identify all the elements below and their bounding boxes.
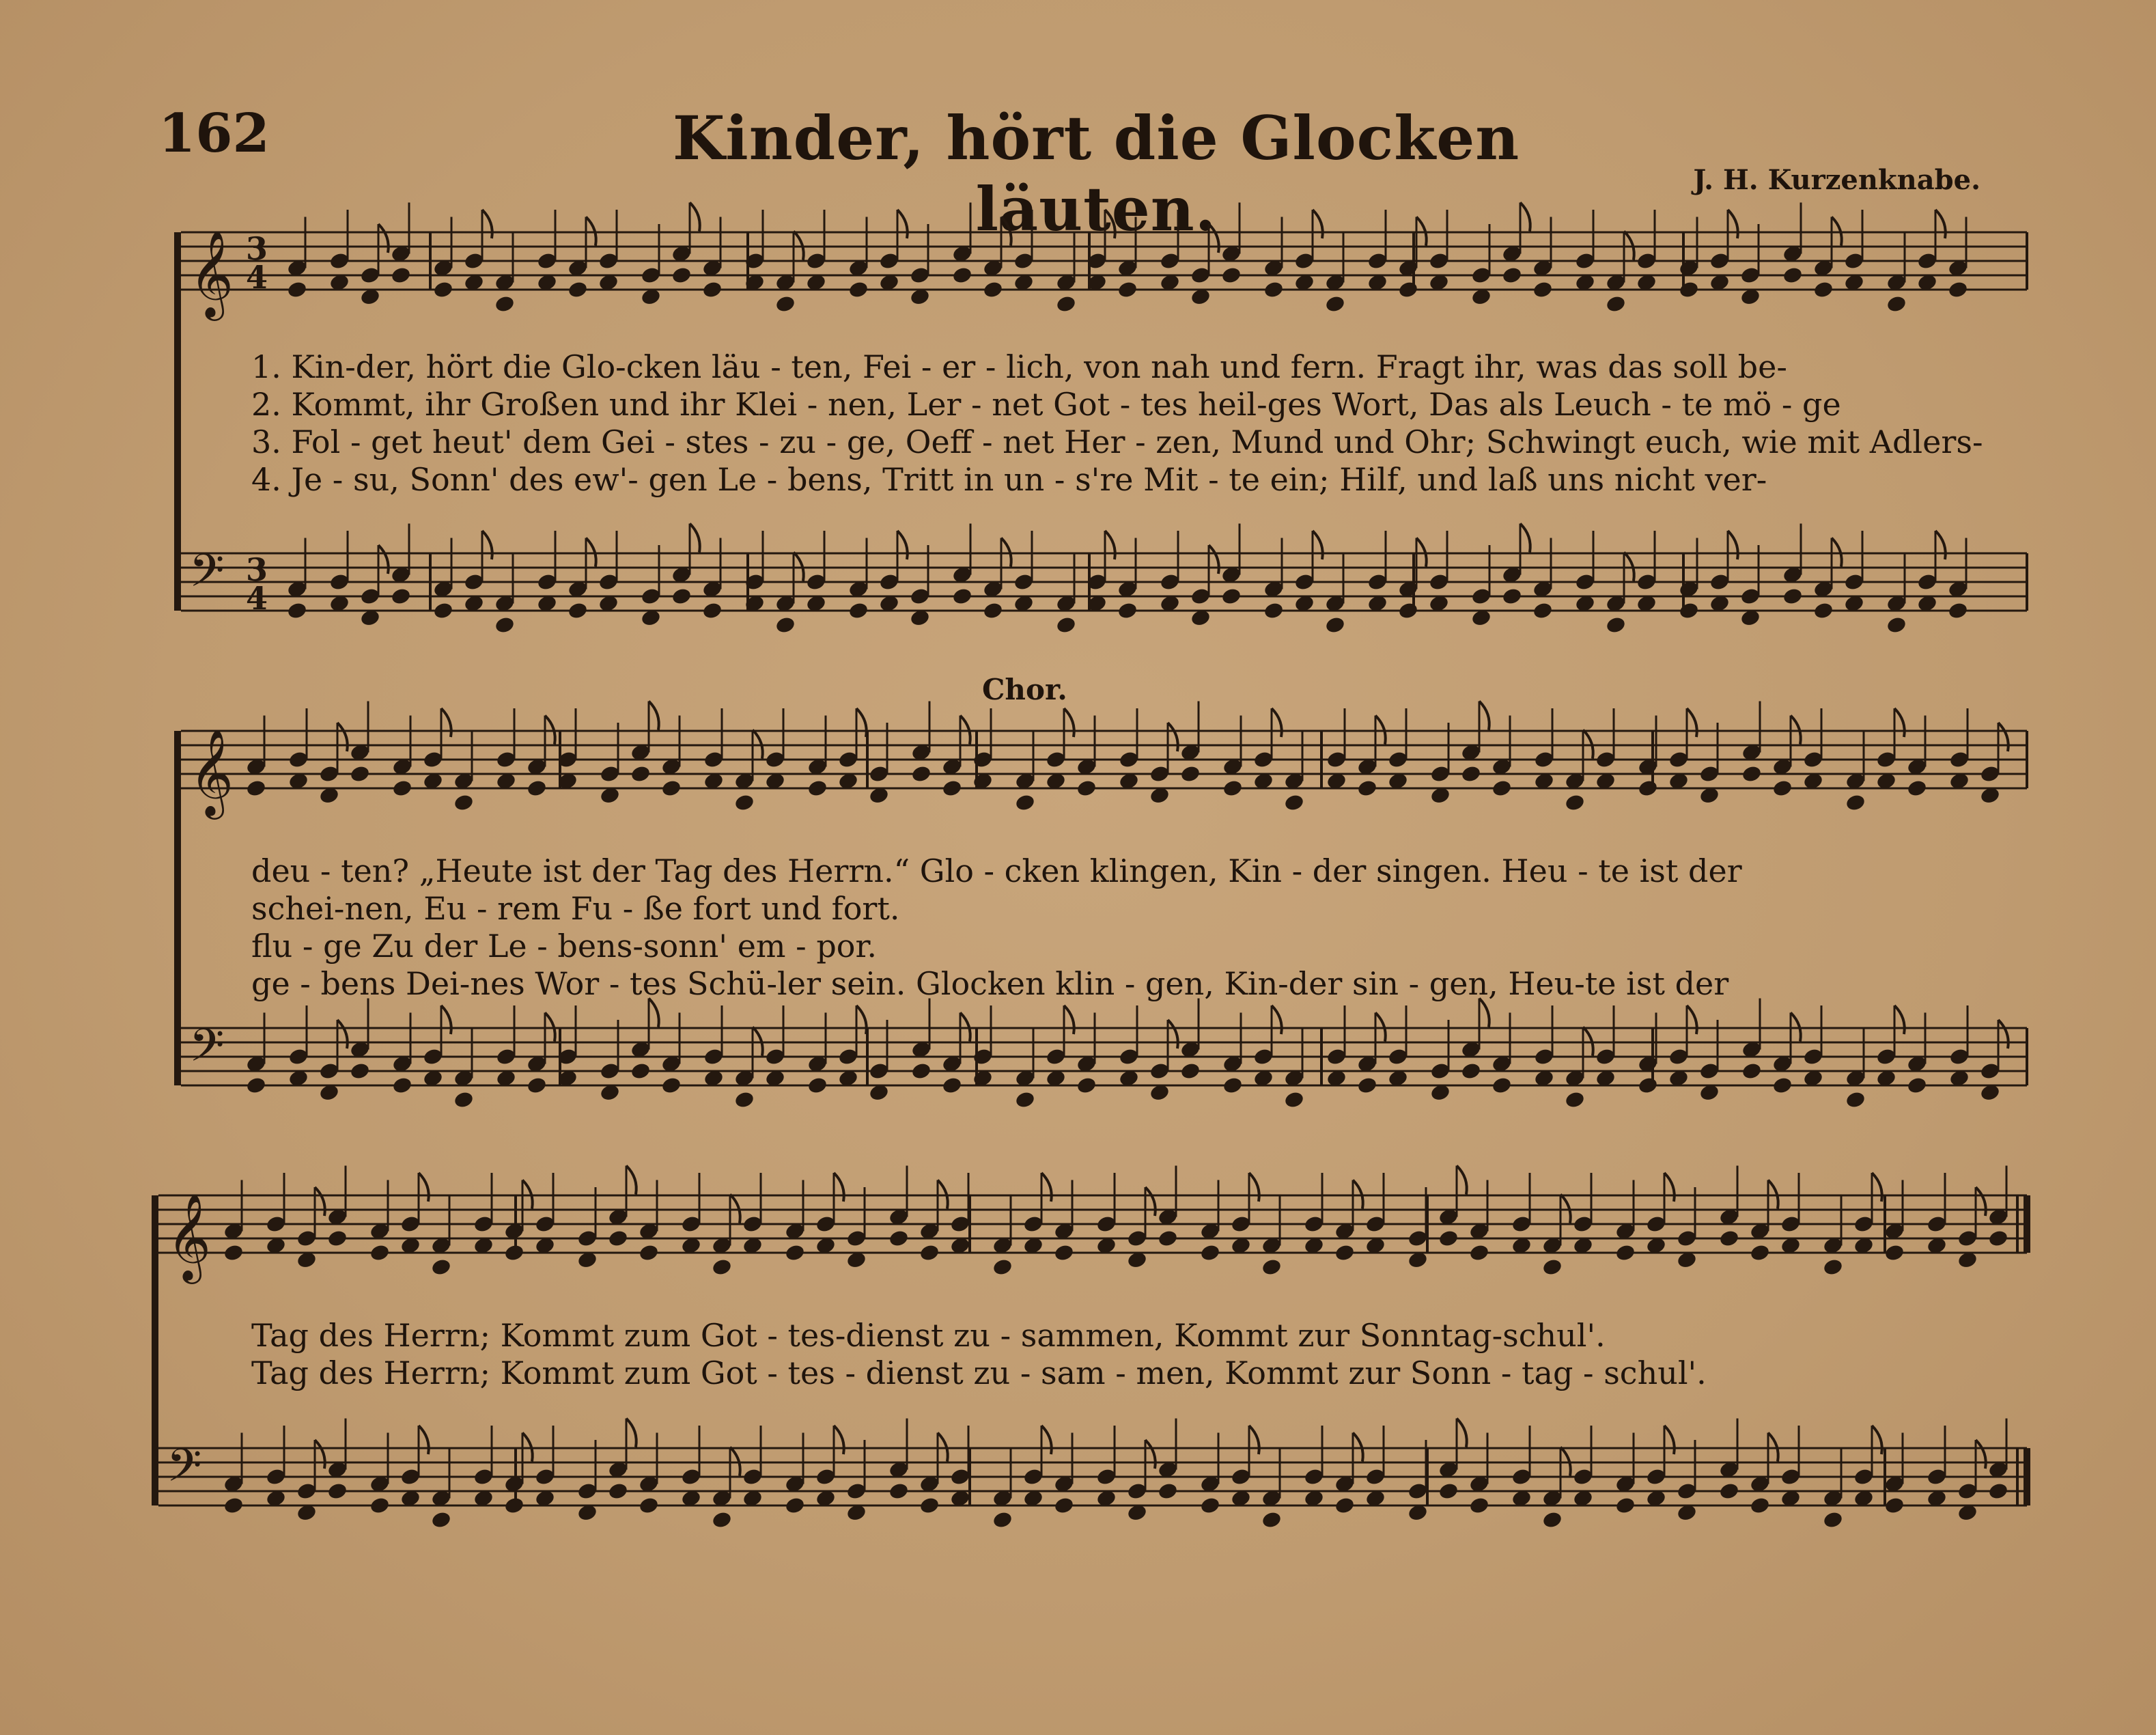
notehead [1906, 1076, 1927, 1095]
notehead [1460, 1061, 1481, 1081]
note-flag [690, 524, 700, 553]
note-flag [1313, 210, 1323, 238]
notehead [1605, 615, 1626, 635]
lyric-chorus-line-3a: Tag des Herrn; Kommt zum Got - tes-dienst zu - sammen, Kommt zur Sonntag-schul'. [251, 1317, 1606, 1354]
notehead [1678, 280, 1699, 299]
note-flag [1168, 723, 1178, 751]
notehead [638, 1496, 659, 1515]
note-flag [897, 210, 908, 238]
time-signature: 3 [246, 551, 268, 588]
notehead [992, 1510, 1013, 1529]
notehead [1749, 1243, 1770, 1262]
notehead [494, 615, 515, 635]
notehead [494, 294, 515, 314]
notehead [784, 1243, 805, 1262]
notehead [1356, 1076, 1377, 1095]
note-flag [1728, 210, 1738, 238]
lyric-verse-4-line-1: 4. Je - su, Sonn' des ew'- gen Le - bens, Tritt in un - s're Mit - te ein; Hilf, und laß uns nicht ver- [251, 461, 1767, 498]
note-flag [1998, 723, 2008, 751]
notehead [1678, 601, 1699, 620]
notehead [223, 1496, 244, 1515]
note-flag [897, 531, 908, 559]
notehead [1179, 764, 1201, 783]
notehead [1055, 615, 1076, 635]
lyric-verse-1-line-2: deu - ten? „Heute ist der Tag des Herrn.“ Glo - cken klingen, Kin - der singen. Heu - te ist der [251, 852, 1742, 889]
notehead [349, 1061, 370, 1081]
lyric-chorus-line-3b: Tag des Herrn; Kommt zum Got - tes - dienst zu - sam - men, Kommt zur Sonn - tag - schul'. [251, 1355, 1707, 1391]
notehead [1947, 601, 1968, 620]
notehead [1117, 280, 1138, 299]
note-flag [1935, 210, 1946, 238]
note-flag [1209, 224, 1219, 253]
note-flag [1249, 1173, 1259, 1202]
notehead [1263, 280, 1284, 299]
notehead [1605, 294, 1626, 314]
notehead [1564, 1090, 1585, 1109]
notehead [1014, 1090, 1035, 1109]
notehead [774, 615, 796, 635]
page-number: 162 [158, 102, 270, 165]
note-flag [1041, 1173, 1052, 1202]
note-flag [419, 1173, 429, 1202]
notehead [1468, 1496, 1489, 1515]
note-flag [1664, 1426, 1675, 1454]
notehead [1397, 601, 1418, 620]
notehead [607, 1229, 628, 1248]
notehead [1987, 1229, 2008, 1248]
notehead [1491, 1076, 1512, 1095]
notehead [607, 1482, 628, 1501]
notehead [369, 1243, 390, 1262]
note-flag [1520, 524, 1530, 553]
notehead [1741, 764, 1762, 783]
notehead [1718, 1482, 1739, 1501]
notehead [1718, 1229, 1739, 1248]
notehead [701, 601, 723, 620]
lyric-verse-3-line-2: flu - ge Zu der Le - bens-sonn' em - por. [251, 928, 878, 964]
notehead [1541, 1510, 1563, 1529]
notehead [223, 1243, 244, 1262]
notehead [1261, 1258, 1282, 1277]
notehead [1884, 1496, 1905, 1515]
notehead [660, 1076, 682, 1095]
notehead [1637, 779, 1658, 798]
notehead [526, 1076, 547, 1095]
note-flag [1872, 1173, 1882, 1202]
lyric-verse-4-line-2: ge - bens Dei-nes Wor - tes Schü-ler sein. Glocken klin - gen, Kin-der sin - gen, Heu-te ist der [251, 965, 1729, 1002]
notehead [432, 280, 453, 299]
note-flag [1209, 545, 1219, 574]
time-signature: 4 [246, 259, 268, 296]
note-flag [1249, 1426, 1259, 1454]
notehead [1199, 1496, 1220, 1515]
notehead [807, 1076, 828, 1095]
note-flag [856, 1005, 867, 1034]
notehead [1199, 1243, 1220, 1262]
notehead [910, 764, 932, 783]
notehead [1772, 779, 1793, 798]
notehead [888, 1482, 909, 1501]
notehead [391, 1076, 412, 1095]
notehead [1397, 280, 1418, 299]
bass-clef: 𝄢 [189, 544, 225, 608]
notehead [1157, 1229, 1178, 1248]
notehead [848, 280, 869, 299]
note-flag [1145, 1187, 1156, 1216]
notehead [1222, 1076, 1243, 1095]
notehead [671, 587, 692, 606]
notehead [1076, 1076, 1097, 1095]
notehead [1886, 294, 1907, 314]
notehead [919, 1243, 940, 1262]
bass-clef: 𝄢 [189, 1019, 225, 1083]
notehead [567, 601, 588, 620]
note-flag [1894, 1005, 1905, 1034]
notehead [349, 764, 370, 783]
notehead [430, 1258, 451, 1277]
notehead [432, 601, 453, 620]
notehead [671, 266, 692, 285]
note-flag [1687, 1005, 1697, 1034]
note-flag [1272, 1005, 1282, 1034]
note-flag [690, 203, 700, 232]
notehead [1532, 601, 1553, 620]
note-flag [834, 1426, 844, 1454]
note-flag [1520, 203, 1530, 232]
notehead [390, 266, 411, 285]
notehead [1845, 793, 1866, 812]
notehead [941, 1076, 962, 1095]
note-flag [1687, 708, 1697, 737]
note-flag [315, 1440, 325, 1469]
note-flag [649, 999, 659, 1027]
time-signature: 4 [246, 580, 268, 617]
notehead [733, 1090, 755, 1109]
notehead [1822, 1510, 1843, 1529]
note-flag [1479, 999, 1489, 1027]
notehead [1468, 1243, 1489, 1262]
note-flag [626, 1419, 636, 1447]
notehead [1564, 793, 1585, 812]
notehead [1157, 1482, 1178, 1501]
note-flag [1872, 1426, 1882, 1454]
notehead [941, 779, 962, 798]
note-flag [337, 723, 348, 751]
treble-clef: 𝄞 [189, 728, 234, 816]
song-title: Kinder, hört die Glocken läuten. [672, 102, 1520, 245]
notehead [630, 1061, 651, 1081]
note-flag [378, 224, 389, 253]
notehead [1614, 1243, 1636, 1262]
note-flag [834, 1173, 844, 1202]
notehead [784, 1496, 805, 1515]
choir-label: Chor. [982, 673, 1067, 706]
notehead [1053, 1496, 1074, 1515]
notehead [1491, 779, 1512, 798]
notehead [1501, 266, 1522, 285]
notehead [1220, 587, 1242, 606]
notehead [711, 1510, 732, 1529]
notehead [526, 779, 547, 798]
notehead [390, 587, 411, 606]
notehead [1749, 1496, 1770, 1515]
notehead [982, 280, 1003, 299]
notehead [1782, 587, 1803, 606]
notehead [1283, 793, 1304, 812]
notehead [1541, 1258, 1563, 1277]
notehead [1637, 1076, 1658, 1095]
notehead [1845, 1090, 1866, 1109]
notehead [1987, 1482, 2008, 1501]
notehead [1812, 280, 1834, 299]
bass-clef: 𝄢 [167, 1439, 202, 1503]
notehead [1334, 1243, 1355, 1262]
note-flag [1105, 531, 1115, 559]
notehead [286, 601, 307, 620]
note-flag [337, 1020, 348, 1049]
notehead [1906, 779, 1927, 798]
notehead [1014, 793, 1035, 812]
notehead [1334, 1496, 1355, 1515]
note-flag [649, 702, 659, 730]
notehead [430, 1510, 451, 1529]
lyric-verse-2-line-2: schei-nen, Eu - rem Fu - ße fort und fort. [251, 890, 900, 927]
notehead [1614, 1496, 1636, 1515]
composer-credit: J. H. Kurzenknabe. [1693, 164, 1980, 196]
notehead [1772, 1076, 1793, 1095]
note-flag [1664, 1173, 1675, 1202]
note-flag [1145, 1440, 1156, 1469]
notehead [1438, 1482, 1459, 1501]
notehead [286, 280, 307, 299]
notehead [951, 587, 972, 606]
note-flag [441, 1005, 451, 1034]
notehead [1886, 615, 1907, 635]
notehead [982, 601, 1003, 620]
notehead [919, 1496, 940, 1515]
notehead [888, 1229, 909, 1248]
notehead [1117, 601, 1138, 620]
time-signature: 3 [246, 230, 268, 267]
notehead [848, 601, 869, 620]
note-flag [1313, 531, 1323, 559]
note-flag [315, 1187, 325, 1216]
note-flag [1976, 1187, 1986, 1216]
notehead [1076, 779, 1097, 798]
note-flag [1457, 1419, 1467, 1447]
notehead [774, 294, 796, 314]
notehead [711, 1258, 732, 1277]
note-flag [1272, 708, 1282, 737]
note-flag [1728, 531, 1738, 559]
notehead [503, 1496, 524, 1515]
lyric-verse-1-line-1: 1. Kin-der, hört die Glo-cken läu - ten, Fei - er - lich, von nah und fern. Fragt ihr, was das soll be- [251, 348, 1787, 385]
notehead [1460, 764, 1481, 783]
notehead [1053, 1243, 1074, 1262]
notehead [1261, 1510, 1282, 1529]
note-flag [1168, 1020, 1178, 1049]
notehead [391, 779, 412, 798]
notehead [326, 1482, 348, 1501]
note-flag [378, 545, 389, 574]
notehead [733, 793, 755, 812]
note-flag [1041, 1426, 1052, 1454]
notehead [638, 1243, 659, 1262]
notehead [1222, 779, 1243, 798]
notehead [245, 1076, 266, 1095]
notehead [1055, 294, 1076, 314]
notehead [453, 1090, 474, 1109]
notehead [1324, 294, 1345, 314]
notehead [1324, 615, 1345, 635]
notehead [326, 1229, 348, 1248]
notehead [1263, 601, 1284, 620]
notehead [630, 764, 651, 783]
treble-clef: 𝄞 [167, 1193, 212, 1280]
note-flag [482, 531, 492, 559]
notehead [1947, 280, 1968, 299]
note-flag [1976, 1440, 1986, 1469]
notehead [1884, 1243, 1905, 1262]
notehead [1741, 1061, 1762, 1081]
notehead [369, 1496, 390, 1515]
notehead [1356, 779, 1377, 798]
note-flag [1105, 210, 1115, 238]
note-flag [482, 210, 492, 238]
notehead [1532, 280, 1553, 299]
notehead [503, 1243, 524, 1262]
note-flag [1998, 1020, 2008, 1049]
notehead [660, 779, 682, 798]
notehead [701, 280, 723, 299]
notehead [1812, 601, 1834, 620]
notehead [567, 280, 588, 299]
note-flag [1479, 702, 1489, 730]
notehead [453, 793, 474, 812]
notehead [1822, 1258, 1843, 1277]
notehead [1179, 1061, 1201, 1081]
notehead [910, 1061, 932, 1081]
notehead [245, 779, 266, 798]
notehead [951, 266, 972, 285]
note-flag [626, 1166, 636, 1195]
note-flag [1935, 531, 1946, 559]
notehead [1283, 1090, 1304, 1109]
notehead [1438, 1229, 1459, 1248]
note-flag [856, 708, 867, 737]
note-flag [1457, 1166, 1467, 1195]
notehead [1220, 266, 1242, 285]
note-flag [1894, 708, 1905, 737]
note-flag [1064, 1005, 1074, 1034]
note-flag [419, 1426, 429, 1454]
treble-clef: 𝄞 [189, 230, 234, 317]
notehead [807, 779, 828, 798]
note-flag [1064, 708, 1074, 737]
note-flag [441, 708, 451, 737]
notehead [992, 1258, 1013, 1277]
lyric-verse-2-line-1: 2. Kommt, ihr Großen und ihr Klei - nen, Ler - net Got - tes heil-ges Wort, Das als Leuch - te mö - ge [251, 386, 1841, 423]
lyric-verse-3-line-1: 3. Fol - get heut' dem Gei - stes - zu - ge, Oeff - net Her - zen, Mund und Ohr; Schwingt euch, wie mit Adlers- [251, 424, 1983, 460]
notehead [1782, 266, 1803, 285]
notehead [1501, 587, 1522, 606]
